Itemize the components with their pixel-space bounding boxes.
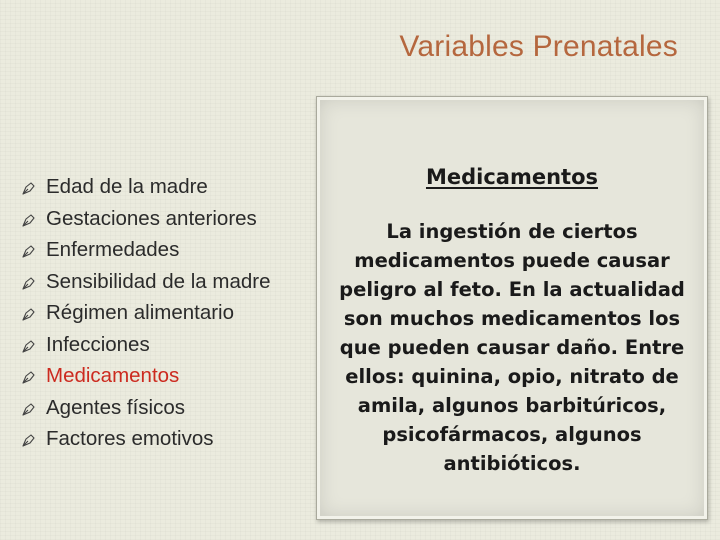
bullet-item bbox=[22, 334, 312, 356]
pen-nib-icon bbox=[22, 244, 36, 258]
bullet-list bbox=[22, 176, 312, 460]
bullet-label: Edad de la madre bbox=[46, 175, 208, 198]
pen-nib-icon bbox=[22, 370, 36, 384]
bullet-item bbox=[22, 208, 312, 230]
bullet-label: Factores emotivos bbox=[46, 427, 214, 450]
pen-nib-icon bbox=[22, 433, 36, 447]
bullet-label: Enfermedades bbox=[46, 238, 180, 261]
panel-body: La ingestión de ciertos medicamentos puede causar peligro al feto. En la actualidad son muchos medicamentos los que pueden causar daño. Entre ellos: quinina, opio, nitrato de amila, algunos barbitúricos, psicofármacos, algunos antibióticos. bbox=[339, 220, 685, 475]
pen-nib-icon bbox=[22, 276, 36, 290]
bullet-label: Gestaciones anteriores bbox=[46, 206, 257, 230]
slide-title: Variables Prenatales bbox=[399, 30, 678, 63]
bullet-item bbox=[22, 428, 312, 450]
pen-nib-icon bbox=[22, 181, 36, 195]
pen-nib-icon bbox=[22, 339, 36, 353]
bullet-label: Agentes físicos bbox=[46, 395, 186, 419]
bullet-label: Medicamentos bbox=[46, 364, 180, 387]
panel-heading: Medicamentos bbox=[425, 165, 599, 189]
bullet-label: Infecciones bbox=[46, 332, 150, 356]
bullet-label: Sensibilidad de la madre bbox=[46, 269, 271, 293]
bullet-item bbox=[22, 397, 312, 419]
bullet-item-highlighted bbox=[22, 365, 312, 387]
bullet-item bbox=[22, 239, 312, 261]
bullet-item bbox=[22, 302, 312, 324]
info-panel bbox=[316, 96, 708, 520]
pen-nib-icon bbox=[22, 307, 36, 321]
pen-nib-icon bbox=[22, 213, 36, 227]
bullet-item bbox=[22, 271, 312, 293]
pen-nib-icon bbox=[22, 402, 36, 416]
bullet-label: Régimen alimentario bbox=[46, 301, 235, 324]
bullet-item bbox=[22, 176, 312, 198]
